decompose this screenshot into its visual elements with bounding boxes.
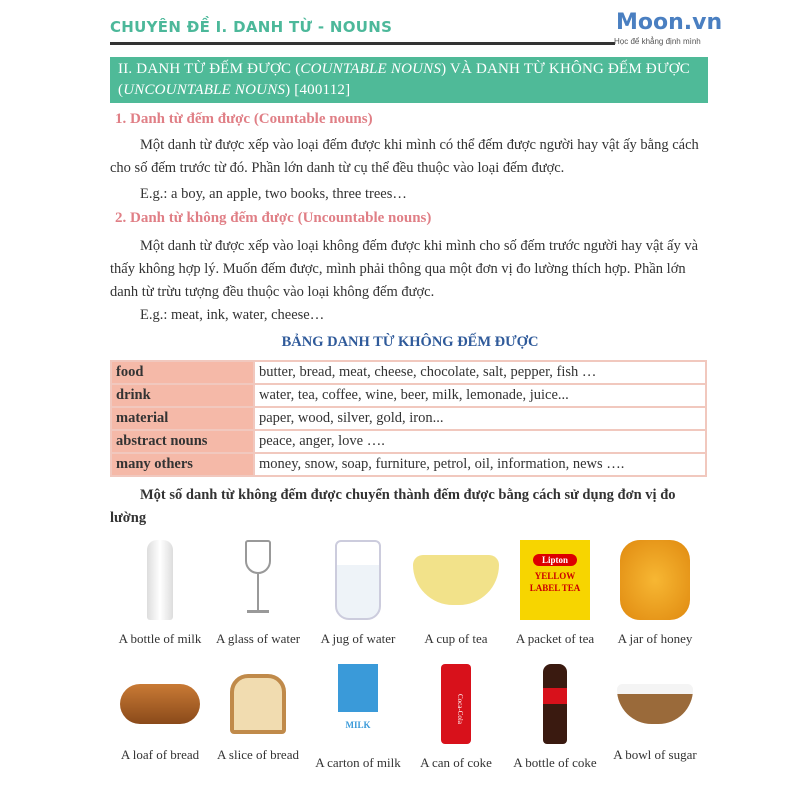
header-divider — [110, 42, 615, 45]
table-title: BẢNG DANH TỪ KHÔNG ĐẾM ĐƯỢC — [281, 334, 539, 350]
uncountable-table — [110, 360, 707, 477]
coke-can-image: Coca-Cola — [441, 664, 471, 744]
chapter-title: CHUYÊN ĐỀ I. DANH TỪ - NOUNS — [110, 18, 393, 36]
list-item: A glass of water — [208, 540, 308, 650]
table-row: many others money, snow, soap, furniture, petrol, oil, information, news …. — [111, 453, 706, 476]
bread-loaf-image — [120, 684, 200, 724]
section-title: II. DANH TỪ ĐẾM ĐƯỢC (COUNTABLE NOUNS) VÀ DANH TỪ KHÔNG ĐẾM ĐƯỢC (UNCOUNTABLE NOUNS) [400112] — [110, 57, 708, 103]
logo-tagline: Học để khẳng định mình — [614, 37, 701, 46]
table-row: material paper, wood, silver, gold, iron... — [111, 407, 706, 430]
countable-body: Một danh từ được xếp vào loại đếm được khi mình có thể đếm được người hay vật ấy bằng cách cho số đếm trước từ đó. Phần lớn danh từ cụ thể đều thuộc vào loại đếm được. — [110, 137, 699, 176]
list-item: A jug of water — [308, 540, 408, 650]
honey-jar-image — [620, 540, 690, 620]
milk-carton-image: MILK — [338, 664, 378, 744]
uncountable-body: Một danh từ được xếp vào loại không đếm được khi mình cho số đếm trước người hay vật ấy và thấy không hợp lý. Muốn đếm được, mình phải thông qua một đơn vị đo lường thích hợp. Phần lớn danh từ trừu tượng đều thuộc vào loại không đếm được. — [110, 238, 699, 300]
list-item: A slice of bread — [208, 664, 308, 766]
list-item: A bowl of sugar — [605, 664, 705, 766]
list-item: A cup of tea — [406, 540, 506, 650]
tea-cup-image — [413, 555, 499, 605]
list-item: MILK A carton of milk — [308, 664, 408, 774]
table-row: abstract nouns peace, anger, love …. — [111, 430, 706, 453]
milk-bottle-image — [147, 540, 173, 620]
list-item: A bottle of coke — [505, 664, 605, 774]
countable-example: E.g.: a boy, an apple, two books, three trees… — [140, 186, 407, 202]
list-item: A bottle of milk — [110, 540, 210, 650]
measure-note: Một số danh từ không đếm được chuyển thành đếm được bằng cách sử dụng đơn vị đo lường — [110, 487, 676, 526]
table-row: drink water, tea, coffee, wine, beer, milk, lemonade, juice... — [111, 384, 706, 407]
list-item: A loaf of bread — [110, 664, 210, 766]
moon-logo: Moon.vn — [616, 10, 723, 35]
lipton-packet-image: Lipton YELLOW LABEL TEA — [520, 540, 590, 620]
countable-heading: 1. Danh từ đếm được (Countable nouns) — [115, 111, 373, 127]
uncountable-heading: 2. Danh từ không đếm được (Uncountable nouns) — [115, 210, 432, 226]
list-item: Coca-Cola A can of coke — [406, 664, 506, 774]
uncountable-example: E.g.: meat, ink, water, cheese… — [140, 307, 325, 323]
list-item: Lipton YELLOW LABEL TEA A packet of tea — [505, 540, 605, 650]
coke-bottle-image — [543, 664, 567, 744]
water-jug-image — [335, 540, 381, 620]
list-item: A jar of honey — [605, 540, 705, 650]
wine-glass-image — [243, 540, 273, 620]
table-row: food butter, bread, meat, cheese, chocolate, salt, pepper, fish … — [111, 361, 706, 384]
bread-slice-image — [230, 674, 286, 734]
sugar-bowl-image — [617, 684, 693, 724]
